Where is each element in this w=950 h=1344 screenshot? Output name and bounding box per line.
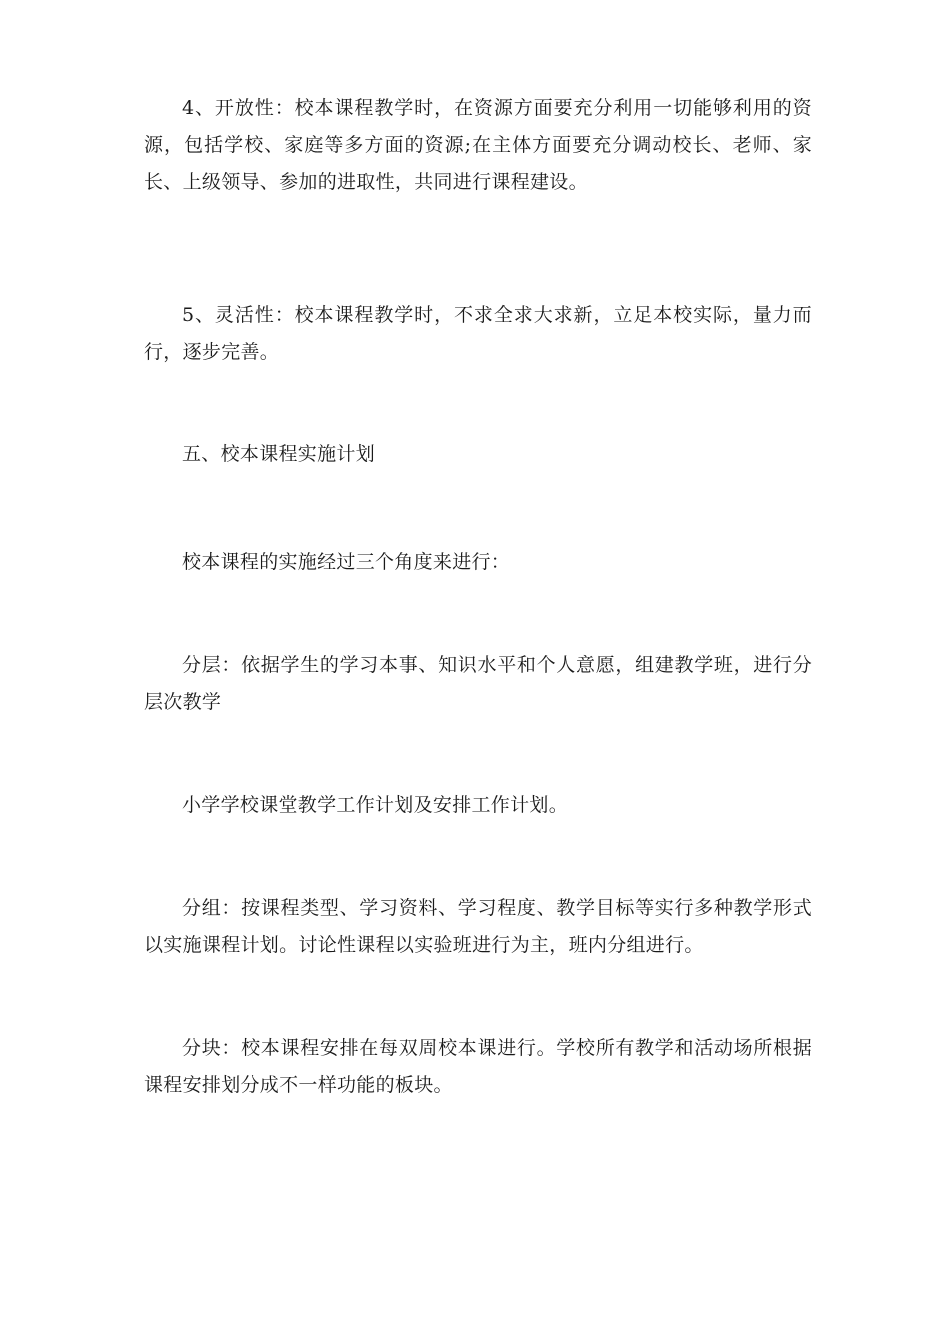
section-heading-implementation-plan: 五、校本课程实施计划 — [182, 443, 376, 465]
paragraph-implementation-intro: 校本课程的实施经过三个角度来进行： — [182, 551, 511, 573]
paragraph-work-plan-note: 小学学校课堂教学工作计划及安排工作计划。 — [182, 794, 569, 816]
paragraph-flexibility: 5、灵活性：校本课程教学时，不求全求大求新，立足本校实际，量力而行，逐步完善。 — [144, 304, 812, 363]
paragraph-blocks: 分块：校本课程安排在每双周校本课进行。学校所有教学和活动场所根据课程安排划分成不一样功能的板块。 — [144, 1037, 812, 1096]
paragraph-openness: 4、开放性：校本课程教学时，在资源方面要充分利用一切能够利用的资源，包括学校、家庭等多方面的资源;在主体方面要充分调动校长、老师、家长、上级领导、参加的进取性，共同进行课程建设。 — [144, 97, 812, 193]
paragraph-layering: 分层：依据学生的学习本事、知识水平和个人意愿，组建教学班，进行分层次教学 — [144, 654, 812, 713]
paragraph-grouping: 分组：按课程类型、学习资料、学习程度、教学目标等实行多种教学形式以实施课程计划。讨论性课程以实验班进行为主，班内分组进行。 — [144, 897, 812, 956]
